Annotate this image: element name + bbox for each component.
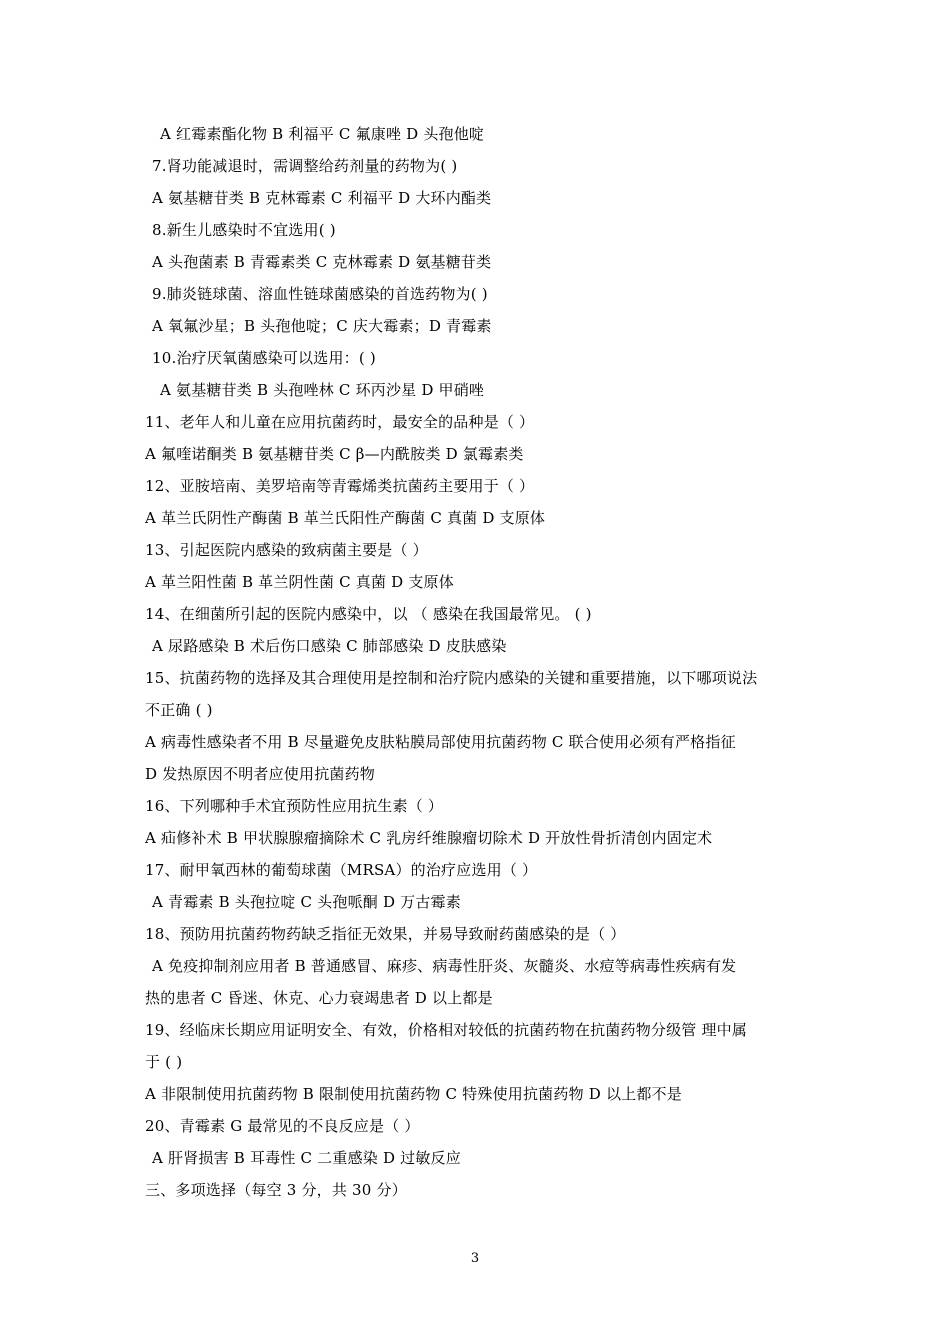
question-15: 15、抗菌药物的选择及其合理使用是控制和治疗院内感染的关键和重要措施，以下哪项说法 (145, 669, 758, 687)
option-line-q18: A 免疫抑制剂应用者 B 普通感冒、麻疹、病毒性肝炎、灰髓炎、水痘等病毒性疾病有发 (152, 957, 737, 975)
option-line-q9: A 氧氟沙星；B 头孢他啶；C 庆大霉素；D 青霉素 (152, 317, 492, 335)
option-line-q15: A 病毒性感染者不用 B 尽量避免皮肤粘膜局部使用抗菌药物 C 联合使用必须有严格指征 (145, 733, 736, 751)
question-12: 12、亚胺培南、美罗培南等青霉烯类抗菌药主要用于（ ） (145, 477, 535, 495)
section-heading-multiple-choice: 三、多项选择（每空 3 分，共 30 分） (145, 1181, 407, 1199)
question-13: 13、引起医院内感染的致病菌主要是（ ） (145, 541, 428, 559)
question-11: 11、老年人和儿童在应用抗菌药时，最安全的品种是（ ） (145, 413, 535, 431)
option-line-q20: A 肝肾损害 B 耳毒性 C 二重感染 D 过敏反应 (152, 1149, 461, 1167)
question-15-cont: 不正确 ( ) (145, 701, 213, 719)
option-line-q18-cont: 热的患者 C 昏迷、休克、心力衰竭患者 D 以上都是 (145, 989, 493, 1007)
question-19: 19、经临床长期应用证明安全、有效，价格相对较低的抗菌药物在抗菌药物分级管 理中属 (145, 1021, 748, 1039)
question-10: 10.治疗厌氧菌感染可以选用：( ) (152, 349, 376, 367)
option-line-q6: A 红霉素酯化物 B 利福平 C 氟康唑 D 头孢他啶 (160, 125, 485, 143)
question-20: 20、青霉素 G 最常见的不良反应是（ ） (145, 1117, 420, 1135)
question-8: 8.新生儿感染时不宜选用( ) (152, 221, 336, 239)
option-line-q11: A 氟喹诺酮类 B 氨基糖苷类 C β—内酰胺类 D 氯霉素类 (145, 445, 524, 463)
question-17: 17、耐甲氧西林的葡萄球菌（MRSA）的治疗应选用（ ） (145, 861, 538, 879)
question-19-cont: 于 ( ) (145, 1053, 183, 1071)
option-line-q14: A 尿路感染 B 术后伤口感染 C 肺部感染 D 皮肤感染 (152, 637, 507, 655)
option-line-q10: A 氨基糖苷类 B 头孢唑林 C 环丙沙星 D 甲硝唑 (160, 381, 485, 399)
question-14: 14、在细菌所引起的医院内感染中，以 （ 感染在我国最常见。 ( ) (145, 605, 592, 623)
option-line-q8: A 头孢菌素 B 青霉素类 C 克林霉素 D 氨基糖苷类 (152, 253, 492, 271)
option-line-q15-cont: D 发热原因不明者应使用抗菌药物 (145, 765, 375, 783)
option-line-q16: A 疝修补术 B 甲状腺腺瘤摘除术 C 乳房纤维腺瘤切除术 D 开放性骨折清创内固定术 (145, 829, 713, 847)
question-16: 16、下列哪种手术宜预防性应用抗生素（ ） (145, 797, 444, 815)
option-line-q13: A 革兰阳性菌 B 革兰阴性菌 C 真菌 D 支原体 (145, 573, 454, 591)
option-line-q7: A 氨基糖苷类 B 克林霉素 C 利福平 D 大环内酯类 (152, 189, 492, 207)
question-18: 18、预防用抗菌药物药缺乏指征无效果，并易导致耐药菌感染的是（ ） (145, 925, 626, 943)
question-7: 7.肾功能减退时，需调整给药剂量的药物为( ) (152, 157, 458, 175)
option-line-q17: A 青霉素 B 头孢拉啶 C 头孢哌酮 D 万古霉素 (152, 893, 461, 911)
page-number: 3 (470, 1251, 480, 1266)
option-line-q12: A 革兰氏阴性产酶菌 B 革兰氏阳性产酶菌 C 真菌 D 支原体 (145, 509, 546, 527)
option-line-q19: A 非限制使用抗菌药物 B 限制使用抗菌药物 C 特殊使用抗菌药物 D 以上都不是 (145, 1085, 682, 1103)
question-9: 9.肺炎链球菌、溶血性链球菌感染的首选药物为( ) (152, 285, 488, 303)
